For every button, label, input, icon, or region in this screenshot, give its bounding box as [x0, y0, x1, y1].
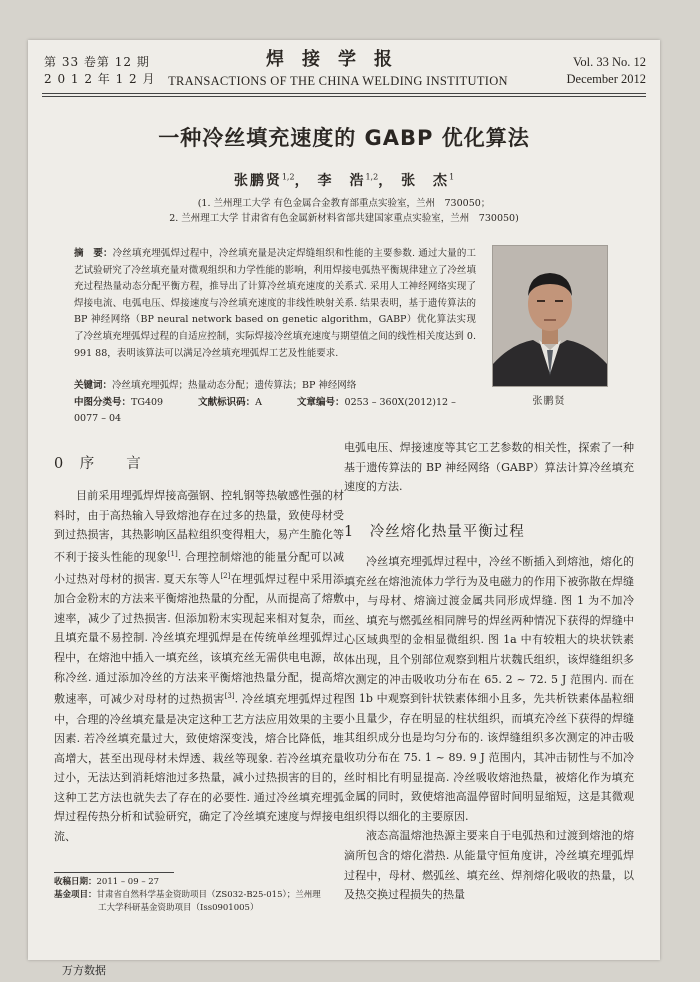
volume-en: Vol. 33 No. 12: [572, 55, 646, 69]
footnote-rule: [54, 872, 174, 873]
volume-cn: 第 33 卷第 12 期: [44, 55, 150, 69]
fund-line-1: 甘肃省自然科学基金资助项目（ZS032-B25-015）；兰州理: [96, 890, 321, 900]
clc-label: 中图分类号：: [74, 397, 132, 408]
date-en: December 2012: [566, 72, 646, 86]
citation: [2]: [220, 572, 231, 581]
citation: [1]: [167, 549, 178, 558]
section-heading-1: 1 冷丝熔化热量平衡过程: [344, 524, 525, 540]
doc-code-label: 文献标识码：: [198, 397, 256, 408]
abstract-text: 冷丝填充埋弧焊过程中，冷丝填充量是决定焊缝组织和性能的主要参数. 通过大量的工艺试验研究了冷丝填充量对微观组织和力学性能的影响，利用焊接电弧热平衡规律建立了冷丝填充过程热量动态分配平衡方程，推导出了计算冷丝填充速度的关系式. 采用人工神经网络实现了焊接电流、电弧电压、焊接速度与冷丝填充速度的非线性映射关系. 结果表明，基于遗传算法的 BP 神经网络（BP neural network based on genetic algorithm，GABP）优化算法实现了冷丝填充埋弧焊过程的自适应控制，实际焊接冷丝填充速度与期望值之间的线性相关度达到 0. 991 88，表明该算法可以满足冷丝填充埋弧焊工艺及性能要求.: [74, 248, 476, 359]
citation: [3]: [224, 692, 235, 701]
classification-line: [74, 395, 476, 427]
author-portrait-image: [493, 246, 607, 386]
right-column-body: [344, 552, 634, 905]
keywords: [74, 378, 476, 394]
intro-paragraph: 目前采用埋弧焊焊接高强钢、控轧钢等热敏感性强的材料时，由于高热输入导致熔池存在过多的热量，致使母材受到过热损害，其热影响区晶粒组织变得粗大，易产生脆化等不利于接头性能的现象[1]. 合理控制熔池的能量分配可以减小过热对母材的损害. 夏天东等人[2]在埋弧焊过程中采用添加合金粉末的方法来平衡熔池热量的分配，从而提高了熔敷速率，减少了过热损害. 但添加粉末实现起来相对复杂，而且填充量不易控制. 冷丝填充埋弧焊是在传统单丝埋弧焊过程中，在熔池中插入一填充丝，该填充丝无需供电电源，故称冷丝. 通过添加冷丝的方法来平衡熔池热量分配，提高熔敷速率，可减少对母材的过热损害[3]. 冷丝填充埋弧焊过程中，合理的冷丝填充量是决定这种工艺方法应用效果的主要因素. 若冷丝填充量过大，致使熔深变浅，熔合比降低，堆高增大，甚至出现母材未焊透、栽丝等现象. 若冷丝填充量过小，无法达到消耗熔池过多热量，减小过热损害的目的，这种工艺方法也就失去了存在的必要性. 通过冷丝填充埋弧焊过程传热分析和试验研究，确定了冷丝填充速度与焊接电流、: [54, 489, 345, 844]
photo-caption: 张鹏贤: [532, 396, 566, 407]
received-date: 2011 – 09 – 27: [96, 877, 160, 887]
author-photo: [492, 245, 608, 387]
author-affil-mark: 1: [449, 172, 455, 182]
section1-paragraph-2: 液态高温熔池热源主要来自于电弧热和过渡到熔池的熔滴所包含的熔化潜热. 从能量守恒角度讲，冷丝填充埋弧焊过程中，母材、燃弧丝、填充丝、焊剂熔化吸收的热量，以及热交换过程损失的热量: [344, 829, 634, 902]
paper-page: [28, 40, 660, 960]
fund-label: 基金项目：: [54, 890, 97, 900]
right-column-top: [344, 438, 634, 497]
clc-value: TG409: [131, 397, 164, 408]
abstract-label: 摘 要：: [74, 248, 113, 259]
author-name: 张鹏贤: [233, 173, 282, 189]
footnote: [54, 876, 354, 915]
received-label: 收稿日期：: [54, 877, 97, 887]
affiliation-1: (1. 兰州理工大学 有色金属合金教育部重点实验室，兰州 730050；: [197, 198, 491, 209]
keywords-label: 关键词：: [74, 380, 113, 391]
article-no-label: 文章编号：: [297, 397, 345, 408]
header-rule-thin: [42, 96, 646, 97]
fund-line-2: 工大学科研基金资助项目（Iss0901005）: [98, 903, 259, 913]
keywords-text: 冷丝填充埋弧焊；热量动态分配；遗传算法；BP 神经网络: [112, 380, 357, 391]
journal-name-en: TRANSACTIONS OF THE CHINA WELDING INSTITUTION: [168, 74, 508, 88]
header-rule: [42, 93, 646, 94]
section1-paragraph-1: 冷丝填充埋弧焊过程中，冷丝不断插入到熔池，熔化的填充丝在熔池流体力学行为及电磁力的作用下被弥散在焊缝中，与母材、熔滴过渡金属共同形成焊缝. 图 1 为不加冷丝、填充与燃弧丝相同牌号的焊丝两种情况下获得的焊缝中心区域典型的金相显微组织. 图 1a 中有较粗大的块状铁素体出现，且个别部位观察到粗片状魏氏组织，该焊缝组织多次测定的冲击吸收功分布在 65. 2 ~ 72. 5 J 范围内. 而在图 1b 中观察到针状铁素体细小且多，先共析铁素体晶粒细小且量少，存在明显的柱状组织，而填充冷丝下获得的焊缝其组织成分也是均匀分布的. 该焊缝组织多次测定的冲击吸收功分布在 75. 1 ~ 89. 9 J 范围内，其冲击韧性与不加冷丝时相比有明显提高. 冷丝吸收熔池热量，被熔化作为填充金属的同时，致使熔池高温停留时间明显缩短，这是其微观组织得以细化的主要原因.: [344, 555, 634, 823]
author-name: 张 杰: [401, 173, 450, 189]
section-heading-0: 0 序 言: [54, 456, 142, 472]
paper-title: 一种冷丝填充速度的 GABP 优化算法: [158, 126, 530, 150]
author-affil-mark: 1,2: [281, 172, 295, 182]
author-separator: ，: [294, 173, 311, 189]
left-column: [54, 486, 344, 847]
author-list: [28, 170, 660, 190]
affiliation-2: 2. 兰州理工大学 甘肃省有色金属新材料省部共建国家重点实验室，兰州 730050): [169, 213, 519, 224]
date-cn: 2 0 1 2 年 1 2 月: [44, 72, 156, 86]
journal-name-cn: 焊接学报: [266, 49, 410, 70]
abstract: [74, 246, 476, 362]
doc-code-value: A: [255, 397, 262, 408]
header-center: [138, 48, 538, 90]
author-name: 李 浩: [317, 173, 366, 189]
article-no-value: 0253 – 360X(2012)12 – 0077 – 04: [74, 397, 456, 424]
header-right: [567, 54, 646, 88]
intro-continuation: 电弧电压、焊接速度等其它工艺参数的相关性，探索了一种基于遗传算法的 BP 神经网络（GABP）算法计算冷丝填充速度的方法.: [344, 441, 634, 494]
author-affil-mark: 1,2: [365, 172, 379, 182]
author-separator: ，: [378, 173, 395, 189]
wanfang-watermark: 万方数据: [62, 964, 106, 977]
